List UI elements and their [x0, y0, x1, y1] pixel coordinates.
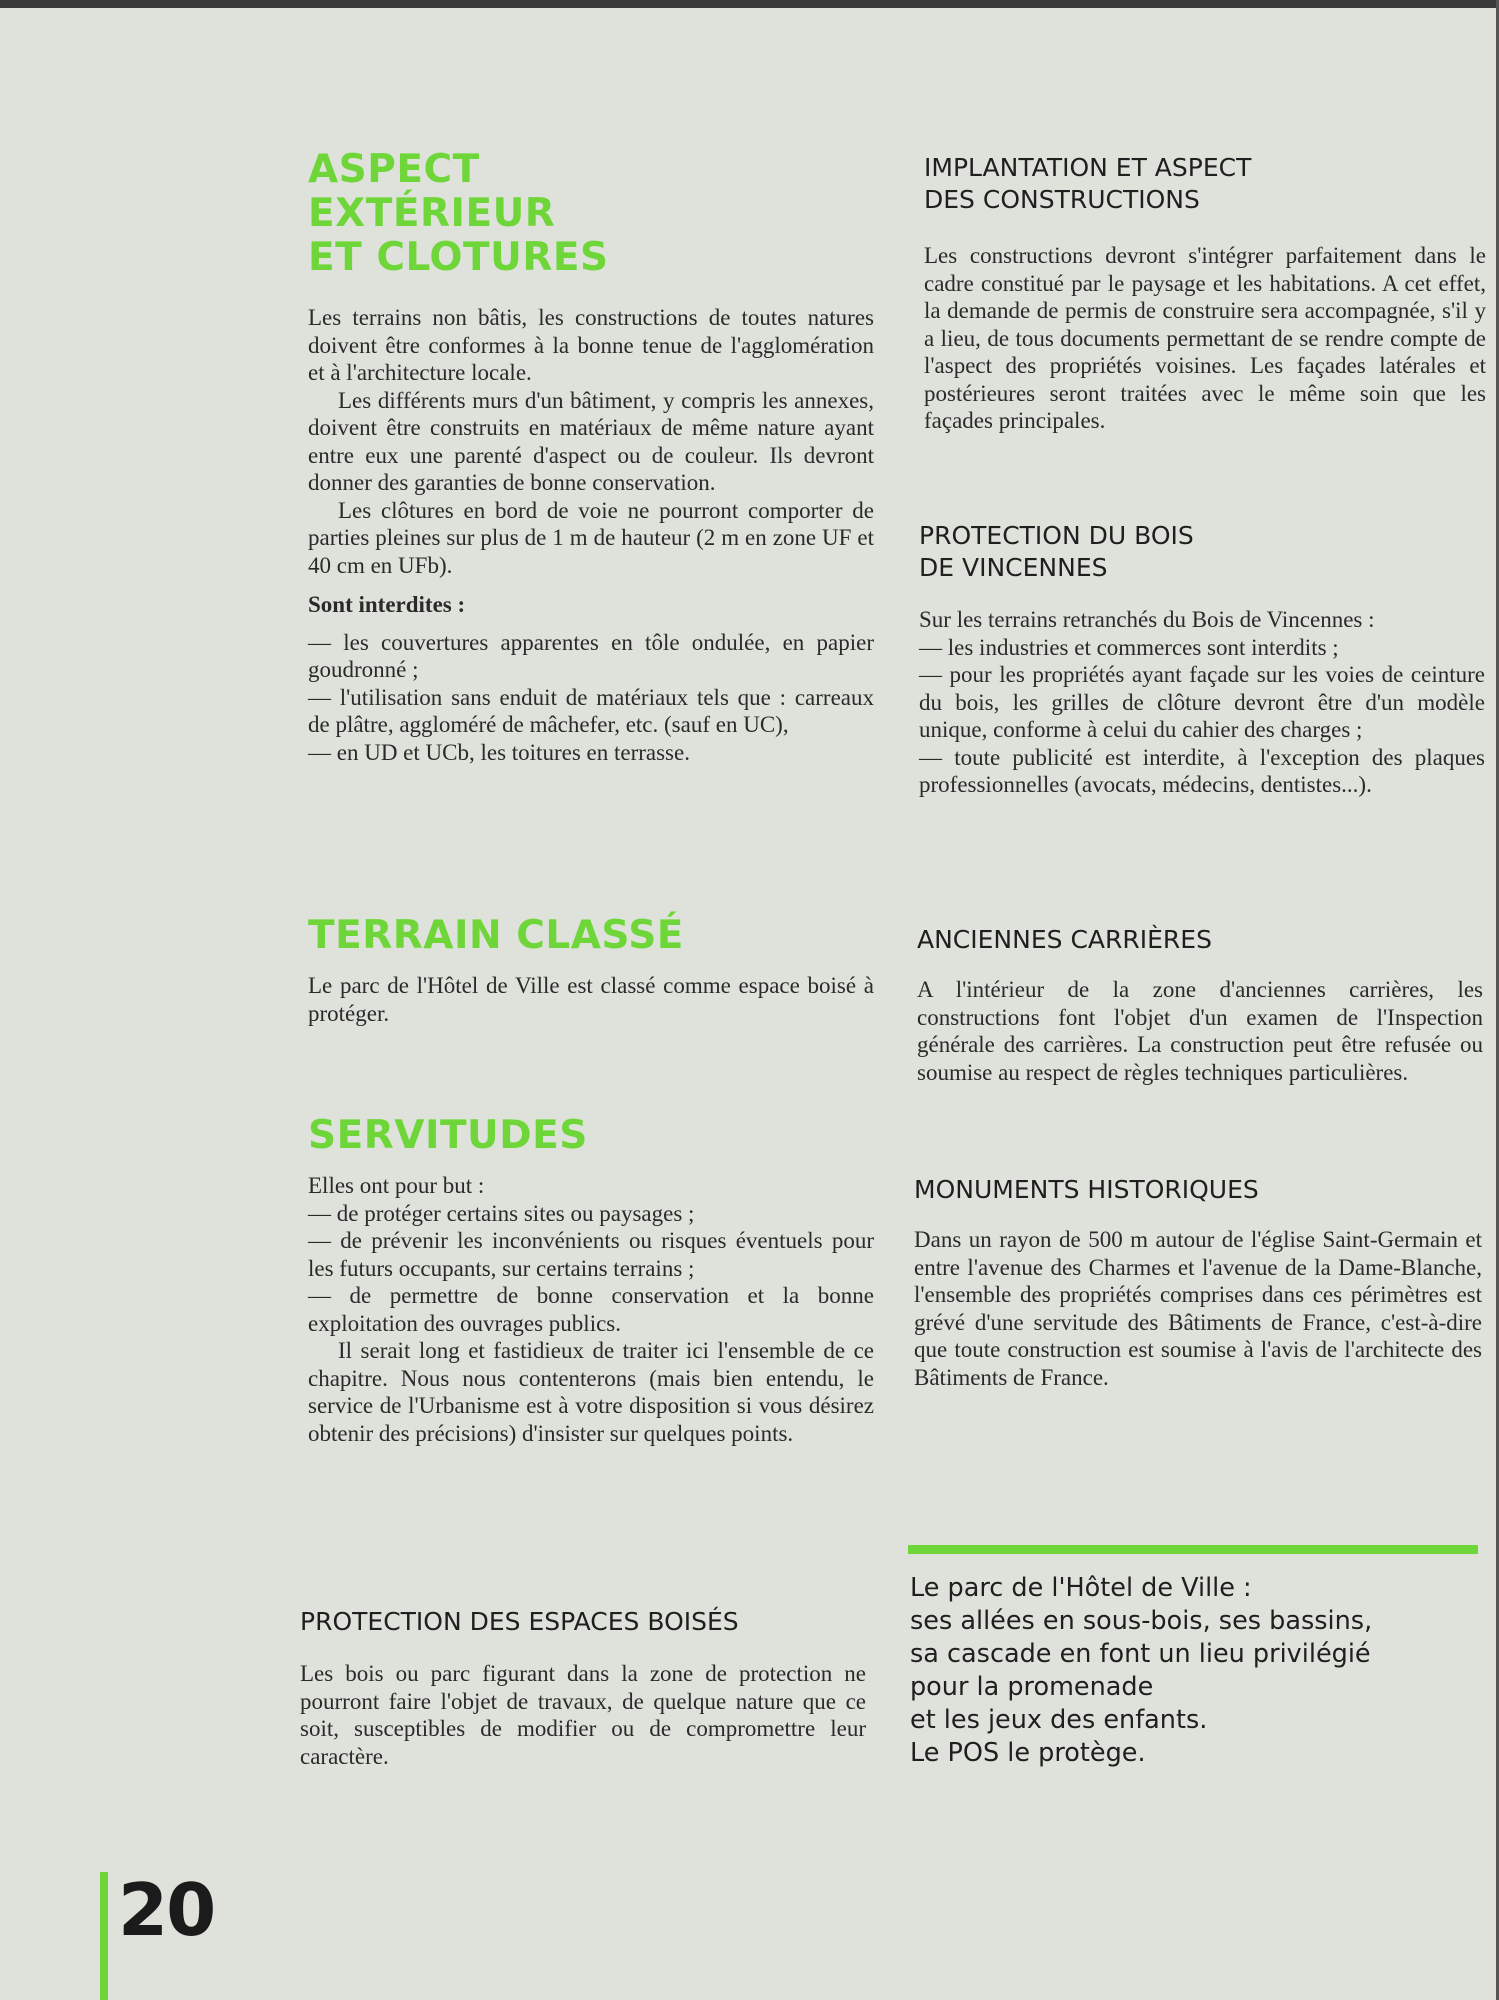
- servitudes-title: SERVITUDES: [308, 1113, 588, 1158]
- monuments-title: MONUMENTS HISTORIQUES: [914, 1175, 1259, 1204]
- protection-espaces-title: PROTECTION DES ESPACES BOISÉS: [300, 1607, 739, 1636]
- protection-espaces-text: Les bois ou parc figurant dans la zone de protection ne pourront faire l'objet de travaux, de quelque nature que ce soit, susceptibles de modifier ou de compromettre leur caractère.: [300, 1661, 866, 1769]
- interdites-item: — les couvertures apparentes en tôle ondulée, en papier goudronné ;: [308, 629, 874, 682]
- servitudes-item: — de permettre de bonne conservation et la bonne exploitation des ouvrages publics.: [308, 1283, 874, 1336]
- section-vincennes: [919, 520, 1485, 799]
- implantation-title: IMPLANTATION ET ASPECT DES CONSTRUCTIONS: [924, 153, 1252, 214]
- page-number-bar: [100, 1872, 108, 2000]
- page-number: 20: [118, 1868, 215, 1952]
- implantation-text: Les constructions devront s'intégrer parfaitement dans le cadre constitué par le paysage et les habitations. A cet effet, la demande de permis de construire sera accompagnée, s'il y a lieu, de tous documents permettant de se rendre compte de l'aspect des propriétés voisines. Les façades latérales et postérieures seront traitées avec le même soin que les façades principales.: [924, 243, 1486, 433]
- caption-line: et les jeux des enfants.: [910, 1705, 1208, 1735]
- servitudes-body: [308, 1172, 874, 1447]
- carrieres-text: A l'intérieur de la zone d'anciennes carrières, les constructions font l'objet d'un examen de l'Inspection générale des carrières. La construction peut être refusée ou soumise au respect de règles techniques particulières.: [917, 977, 1483, 1085]
- section-carrieres: [917, 924, 1483, 1086]
- servitudes-paragraph: Il serait long et fastidieux de traiter ici l'ensemble de ce chapitre. Nous nous contenterons (mais bien entendu, le service de l'Urbanisme est à votre disposition si vous désirez obtenir des précisions) d'insister sur quelques points.: [308, 1338, 874, 1446]
- vincennes-item: — toute publicité est interdite, à l'exception des plaques professionnelles (avocats, médecins, dentistes...).: [919, 744, 1485, 797]
- interdites-item: — l'utilisation sans enduit de matériaux tels que : carreaux de plâtre, aggloméré de mâchefer, etc. (sauf en UC),: [308, 684, 874, 737]
- aspect-paragraph: Les terrains non bâtis, les constructions de toutes natures doivent être conformes à la bonne tenue de l'agglomération et à l'architecture locale.: [308, 305, 874, 385]
- caption-line: Le parc de l'Hôtel de Ville :: [910, 1573, 1252, 1603]
- section-servitudes: [308, 1114, 874, 1447]
- servitudes-item: — de protéger certains sites ou paysages ;: [308, 1200, 695, 1226]
- servitudes-intro: Elles ont pour but :: [308, 1173, 485, 1198]
- vincennes-body: [919, 606, 1485, 799]
- interdites-label: Sont interdites :: [308, 592, 466, 617]
- section-terrain-classe: [308, 914, 874, 1027]
- caption-line: pour la promenade: [910, 1672, 1154, 1702]
- terrain-title: TERRAIN CLASSÉ: [308, 913, 684, 958]
- caption-line: ses allées en sous-bois, ses bassins,: [910, 1606, 1373, 1636]
- aspect-paragraph: Les clôtures en bord de voie ne pourront comporter de parties pleines sur plus de 1 m de hauteur (2 m en zone UF et 40 cm en UFb).: [308, 497, 874, 578]
- vincennes-item: — pour les propriétés ayant façade sur les voies de ceinture du bois, les grilles de clôture devront être d'un modèle unique, conforme à celui du cahier des charges ;: [919, 662, 1485, 742]
- section-protection-espaces: [300, 1606, 866, 1770]
- servitudes-item: — de prévenir les inconvénients ou risques éventuels pour les futurs occupants, sur certains terrains ;: [308, 1228, 874, 1281]
- page-top-edge: [0, 0, 1499, 8]
- caption-accent-bar: [908, 1545, 1478, 1554]
- caption-line: sa cascade en font un lieu privilégié: [910, 1639, 1371, 1669]
- aspect-body: [308, 304, 874, 766]
- carrieres-title: ANCIENNES CARRIÈRES: [917, 925, 1212, 954]
- interdites-item: — en UD et UCb, les toitures en terrasse.: [308, 739, 690, 765]
- terrain-text: Le parc de l'Hôtel de Ville est classé comme espace boisé à protéger.: [308, 973, 874, 1026]
- aspect-paragraph: Les différents murs d'un bâtiment, y compris les annexes, doivent être construits en matériaux de même nature ayant entre eux une parenté d'aspect ou de couleur. Ils devront donner des garanties de bonne conservation.: [308, 387, 874, 495]
- caption-line: Le POS le protège.: [910, 1738, 1146, 1768]
- section-implantation: [924, 152, 1486, 435]
- section-monuments: [914, 1174, 1482, 1391]
- photo-caption: [910, 1572, 1470, 1770]
- monuments-text: Dans un rayon de 500 m autour de l'église Saint-Germain et entre l'avenue des Charmes et l'avenue de la Dame-Blanche, l'ensemble des propriétés comprises dans ces périmètres est grévé d'une servitude des Bâtiments de France, c'est-à-dire que toute construction est soumise à l'avis de l'architecte des Bâtiments de France.: [914, 1227, 1482, 1390]
- section-aspect-exterieur: [308, 148, 874, 766]
- vincennes-title: PROTECTION DU BOIS DE VINCENNES: [919, 521, 1194, 582]
- vincennes-intro: Sur les terrains retranchés du Bois de Vincennes :: [919, 607, 1375, 632]
- aspect-title: ASPECT EXTÉRIEUR ET CLOTURES: [308, 147, 609, 280]
- vincennes-item: — les industries et commerces sont interdits ;: [919, 634, 1339, 660]
